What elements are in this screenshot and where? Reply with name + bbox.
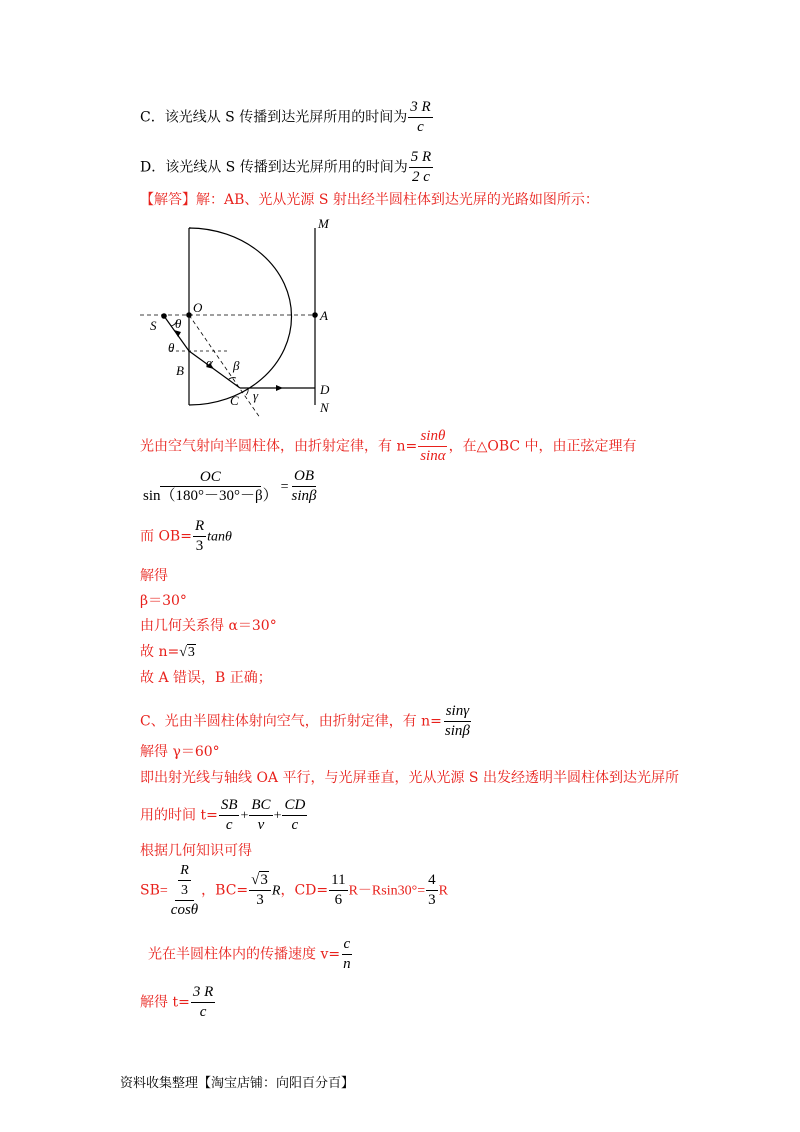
- ab-conclusion: 故 A 错误，B 正确；: [140, 670, 272, 686]
- speed-line: 光在半圆柱体内的传播速度 v= $\frac{c}{n}$: [148, 936, 351, 972]
- n-result: 故 n=√3: [140, 644, 195, 660]
- label-b: B: [176, 363, 184, 378]
- option-c-label: C．该光线从 S 传播到达光屏所用的时间为: [140, 109, 408, 126]
- label-theta-2: θ: [168, 340, 175, 355]
- answer-intro: 解：AB、光从光源 S 射出经半圆柱体到达光屏的光路如图所示：: [196, 192, 599, 208]
- final-result: 解得 t= $\frac{3 R}{c}$: [140, 984, 214, 1020]
- label-beta: β: [233, 358, 240, 373]
- label-d: D: [320, 382, 330, 397]
- label-n: N: [320, 400, 329, 415]
- optics-diagram: [135, 212, 345, 417]
- solve-text-1: 解得: [140, 568, 168, 584]
- label-a: A: [320, 308, 328, 323]
- answer-heading: [140, 190, 599, 210]
- arrow-cd: [276, 385, 283, 391]
- footer-source: 资料收集整理【淘宝店铺：向阳百分百】: [120, 1076, 355, 1091]
- option-c-fraction: $\frac{3 R}{c}$: [410, 99, 431, 135]
- refraction-line-1: 光由空气射向半圆柱体，由折射定律，有 n= $\frac{\sin\theta}{\sin\alpha}$ ，在△OBC 中，由正弦定理有: [140, 428, 637, 464]
- label-s: S: [150, 318, 157, 333]
- alpha-result: 由几何关系得 α＝30°: [140, 618, 277, 634]
- geometry-text: 根据几何知识可得: [140, 843, 252, 859]
- sine-law-equation: $\frac{OC}{\sin(180^\circ-30^\circ-\beta)}$ = $\frac{OB}{\sin\beta}$: [143, 468, 317, 504]
- parallel-text: 即出射光线与轴线 OA 平行，与光屏垂直，光从光源 S 出发经透明半圆柱体到达光屏所: [140, 770, 679, 786]
- option-d-fraction: $\frac{5 R}{2 c}$: [410, 149, 432, 185]
- arrow-sb: [174, 330, 181, 337]
- label-c: C: [230, 393, 239, 408]
- label-gamma: γ: [253, 388, 259, 403]
- ob-line: 而 OB= $\frac{R}{3}$ tanθ: [140, 518, 232, 554]
- segment-lengths: SB= $\frac{\frac{R}{3}}{\cos\theta}$ ，BC= $\frac{√3}{3}$ R，CD= $\frac{11}{6}$ R－Rsin30°= $\frac{4}{3}$ R: [140, 863, 448, 918]
- answer-tag: 【解答】: [140, 192, 196, 208]
- gamma-result: 解得 γ＝60°: [140, 744, 220, 760]
- semicircle-arc: [189, 228, 292, 405]
- option-d-label: D．该光线从 S 传播到达光屏所用的时间为: [140, 159, 408, 176]
- time-formula: 用的时间 t= $\frac{SB}{c}$ + $\frac{BC}{v}$ + $\frac{CD}{c}$: [140, 797, 306, 833]
- point-s: [161, 313, 167, 319]
- label-m: M: [318, 216, 329, 231]
- point-a: [312, 312, 318, 318]
- option-d: [140, 149, 434, 186]
- option-c: [140, 99, 434, 136]
- label-theta-1: θ: [175, 316, 182, 331]
- point-o: [186, 312, 192, 318]
- c-refraction-line: C、光由半圆柱体射向空气，由折射定律，有 n= $\frac{\sin\gamma}{\sin\beta}$: [140, 703, 470, 739]
- label-alpha: α: [206, 355, 213, 370]
- label-o: O: [193, 300, 203, 315]
- beta-result: β＝30°: [140, 593, 187, 609]
